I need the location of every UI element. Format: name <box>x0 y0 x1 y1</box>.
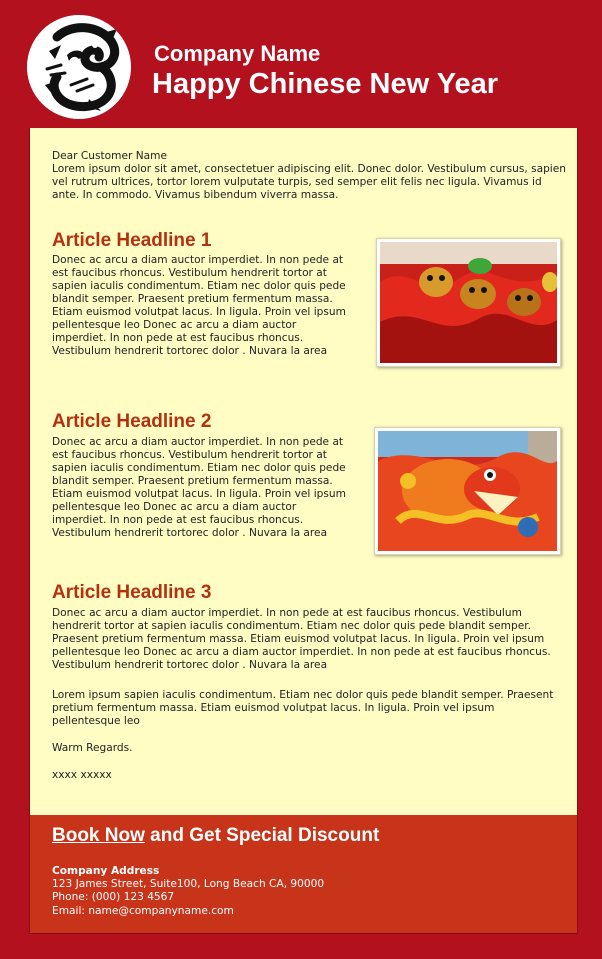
footer <box>29 815 578 934</box>
cta-banner <box>52 824 379 848</box>
article-headline-2[interactable]: Article Headline 2 <box>52 411 212 432</box>
page-title: Happy Chinese New Year <box>152 68 499 100</box>
email[interactable]: Email: name@companyname.com <box>52 905 234 917</box>
intro-paragraph: Lorem ipsum dolor sit amet, consectetuer adipiscing elit. Donec dolor. Vestibulum cursus, sapien vel rutrum ultrices, tortor lorem vulputate turpis, sed semper elit felis nec ligula. Vivamus id ante. In commodo. Vivamus bibendum viverra massa. <box>52 163 566 201</box>
address-line: 123 James Street, Suite100, Long Beach CA, 90000 <box>52 878 325 890</box>
signature: xxxx xxxxx <box>52 769 112 781</box>
lion-dance-photo[interactable] <box>376 238 561 367</box>
book-now-link[interactable]: Book Now <box>52 825 145 846</box>
phone: Phone: (000) 123 4567 <box>52 891 175 903</box>
article-body-3: Donec ac arcu a diam auctor imperdiet. In non pede at est faucibus rhoncus. Vestibulum hendrerit tortor at sapien iaculis condimentum. Etiam nec dolor quis pede blandit semper. Praesent pretium fermentum massa. Etiam euismod volutpat lacus. In ligula. Proin vel ipsum pellentesque leo Donec ac arcu a diam auctor imperdiet. In non pede at est faucibus rhoncus. Vestibulum hendrerit tortorec dolor . Nuvara la area <box>52 607 551 671</box>
article-body-2: Donec ac arcu a diam auctor imperdiet. In non pede at est faucibus rhoncus. Vestibulum hendrerit tortor at sapien iaculis condimentum. Etiam nec dolor quis pede blandit semper. Praesent pretium fermentum massa. Etiam euismod volutpat lacus. In ligula. Proin vel ipsum pellentesque leo Donec ac arcu a diam auctor imperdiet. In non pede at est faucibus rhoncus. Vestibulum hendrerit tortorec dolor . Nuvara la area <box>52 436 346 539</box>
closing-paragraph: Lorem ipsum sapien iaculis condimentum. Etiam nec dolor quis pede blandit semper. Praesent pretium fermentum massa. Etiam euismod volutpat lacus. In ligula. Proin vel ipsum pellentesque leo <box>52 689 554 727</box>
company-name: Company Name <box>154 41 321 66</box>
header <box>0 0 602 128</box>
cta-text: and Get Special Discount <box>144 825 380 846</box>
dragon-dance-photo[interactable] <box>374 427 561 555</box>
article-headline-3[interactable]: Article Headline 3 <box>52 582 212 603</box>
greeting: Dear Customer Name <box>52 150 167 162</box>
article-headline-1[interactable]: Article Headline 1 <box>52 230 212 251</box>
dragon-icon <box>27 15 131 119</box>
article-body-1: Donec ac arcu a diam auctor imperdiet. In non pede at est faucibus rhoncus. Vestibulum hendrerit tortor at sapien iaculis condimentum. Etiam nec dolor quis pede blandit semper. Praesent pretium fermentum massa. Etiam euismod volutpat lacus. In ligula. Proin vel ipsum pellentesque leo Donec ac arcu a diam auctor imperdiet. In non pede at est faucibus rhoncus. Vestibulum hendrerit tortorec dolor . Nuvara la area <box>52 254 346 357</box>
warm-regards: Warm Regards. <box>52 742 133 754</box>
address-title: Company Address <box>52 865 160 877</box>
content-panel <box>29 128 578 815</box>
